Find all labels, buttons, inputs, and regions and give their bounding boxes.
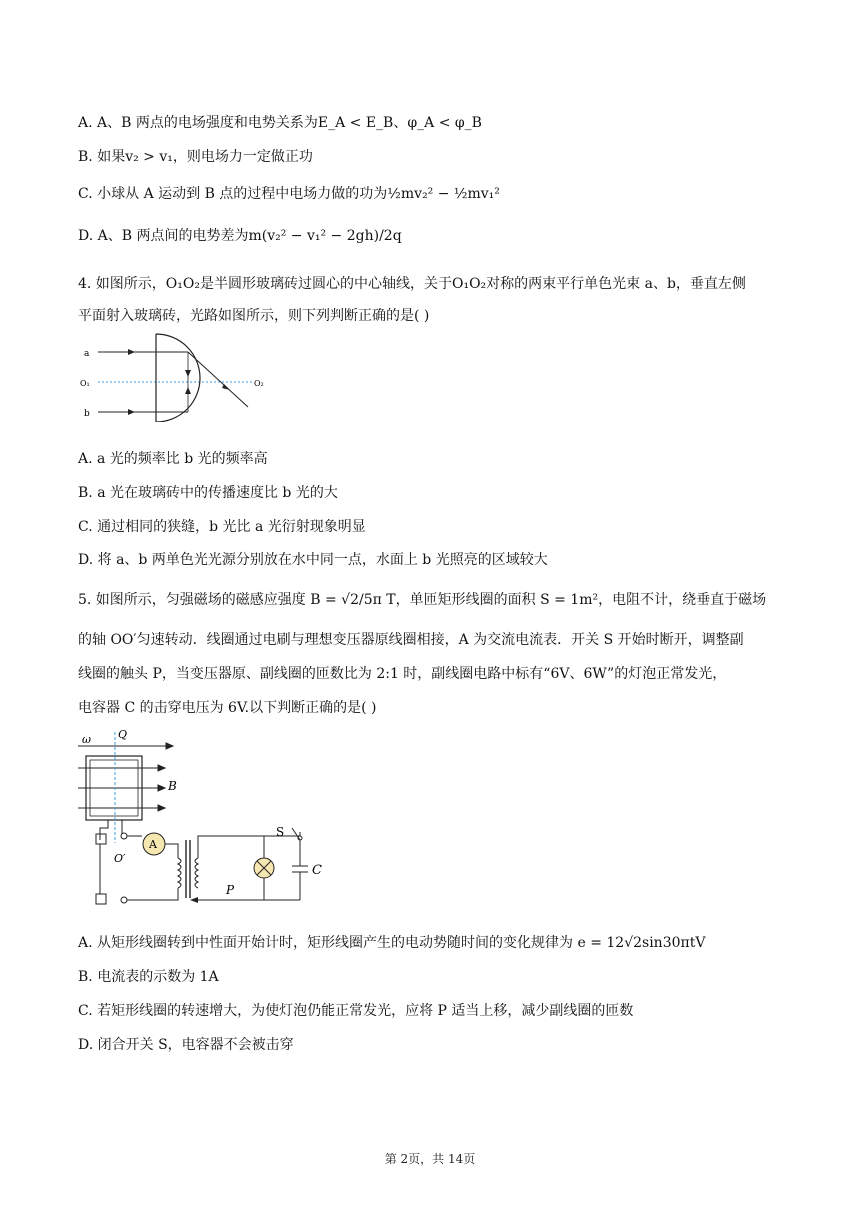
- label-o2: O₂: [254, 379, 264, 388]
- q5-stem-line2: 的轴 OO′匀速转动．线圈通过电刷与理想变压器原线圈相接，A 为交流电流表．开关 S 开始时断开，调整副: [78, 632, 744, 648]
- q3-option-c: C. 小球从 A 运动到 B 点的过程中电场力做的功为½mv₂² − ½mv₁²: [78, 186, 500, 202]
- q3-option-a: A. A、B 两点的电场强度和电势关系为E_A < E_B、φ_A < φ_B: [78, 115, 482, 131]
- q5-stem-line3: 线圈的触头 P，当变压器原、副线圈的匝数比为 2:1 时，副线圈电路中标有“6V、6W”的灯泡正常发光，: [78, 666, 727, 682]
- q4-glass-brick-figure: [78, 332, 278, 422]
- q4-option-d: D. 将 a、b 两单色光光源分别放在水中同一点，水面上 b 光照亮的区域较大: [78, 552, 548, 568]
- q5-generator-transformer-figure: [78, 728, 338, 910]
- q4-option-a: A. a 光的频率比 b 光的频率高: [78, 451, 268, 467]
- label-b-field: B: [168, 779, 177, 793]
- label-capacitor-c: C: [312, 863, 322, 878]
- q5-stem-line1: 5. 如图所示，匀强磁场的磁感应强度 B = √2/5π T，单匝矩形线圈的面积 S = 1m²，电阻不计，绕垂直于磁场: [78, 592, 767, 608]
- q5-option-a: A. 从矩形线圈转到中性面开始计时，矩形线圈产生的电动势随时间的变化规律为 e = 12√2sin30πtV: [78, 935, 706, 951]
- label-q: Q: [118, 728, 128, 741]
- q5-option-d: D. 闭合开关 S，电容器不会被击穿: [78, 1037, 294, 1053]
- q5-option-c: C. 若矩形线圈的转速增大，为使灯泡仍能正常发光，应将 P 适当上移，减少副线圈的匝数: [78, 1003, 634, 1019]
- q4-stem-line1: 4. 如图所示，O₁O₂是半圆形玻璃砖过圆心的中心轴线，关于O₁O₂对称的两束平行单色光束 a、b，垂直左侧: [78, 276, 746, 292]
- q5-stem-line4: 电容器 C 的击穿电压为 6V.以下判断正确的是( ): [78, 700, 377, 716]
- label-omega: ω: [82, 733, 91, 746]
- q3-option-b: B. 如果v₂ > v₁，则电场力一定做正功: [78, 149, 313, 165]
- label-p: P: [226, 883, 235, 897]
- label-a: a: [84, 349, 90, 359]
- q4-option-c: C. 通过相同的狭缝，b 光比 a 光衍射现象明显: [78, 519, 366, 535]
- label-b: b: [84, 409, 90, 419]
- page-footer: 第 2页，共 14页: [384, 1152, 476, 1166]
- label-o-prime: O′: [114, 852, 126, 865]
- label-o1: O₁: [80, 379, 90, 388]
- label-ammeter: A: [149, 838, 157, 851]
- q4-stem-line2: 平面射入玻璃砖，光路如图所示，则下列判断正确的是( ): [78, 308, 430, 324]
- q3-option-d: D. A、B 两点间的电势差为m(v₂² − v₁² − 2gh)/2q: [78, 228, 402, 244]
- label-switch-s: S: [276, 825, 285, 839]
- q5-option-b: B. 电流表的示数为 1A: [78, 969, 219, 985]
- q4-option-b: B. a 光在玻璃砖中的传播速度比 b 光的大: [78, 485, 338, 501]
